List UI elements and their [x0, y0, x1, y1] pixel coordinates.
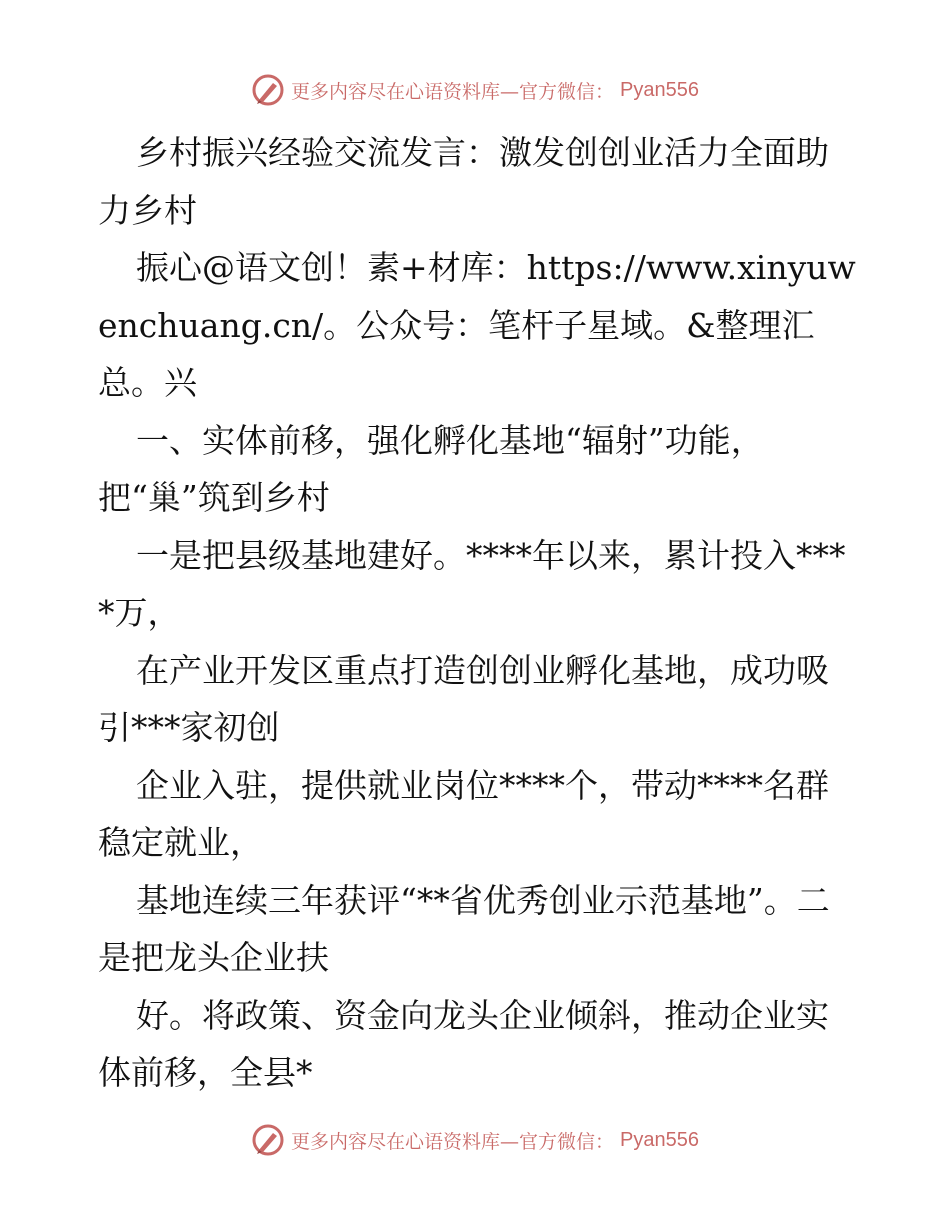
paragraph-body: 好。将政策、资金向龙头企业倾斜，推动企业实体前移，全县* — [98, 995, 829, 1092]
paragraph-source-note: 振心@语文创！素+材库：https://www.xinyuwenchuang.cn/。公众号：笔杆子星域。&整理汇总。兴 — [98, 248, 856, 402]
paragraph-section-heading: 一、实体前移，强化孵化基地“辐射”功能，把“巢”筑到乡村 — [98, 420, 764, 517]
header-watermark — [0, 70, 950, 110]
watermark-contact: Pyan556 — [620, 1128, 699, 1151]
footer-watermark — [0, 1120, 950, 1160]
watermark-text: 更多内容尽在心语资料库—官方微信： — [291, 80, 615, 103]
watermark-contact: Pyan556 — [620, 78, 699, 101]
paragraph-body: 企业入驻，提供就业岗位****个，带动****名群稳定就业， — [98, 765, 829, 862]
pen-logo-icon — [251, 73, 285, 107]
paragraph-title: 乡村振兴经验交流发言：激发创创业活力全面助力乡村 — [98, 133, 829, 230]
paragraph-body: 在产业开发区重点打造创创业孵化基地，成功吸引***家初创 — [98, 650, 829, 747]
paragraph-body: 一是把县级基地建好。****年以来，累计投入****万， — [98, 535, 846, 632]
document-body — [98, 124, 858, 1102]
watermark-text: 更多内容尽在心语资料库—官方微信： — [291, 1130, 615, 1153]
pen-logo-icon — [251, 1123, 285, 1157]
paragraph-body: 基地连续三年获评“**省优秀创业示范基地”。二是把龙头企业扶 — [98, 880, 830, 977]
